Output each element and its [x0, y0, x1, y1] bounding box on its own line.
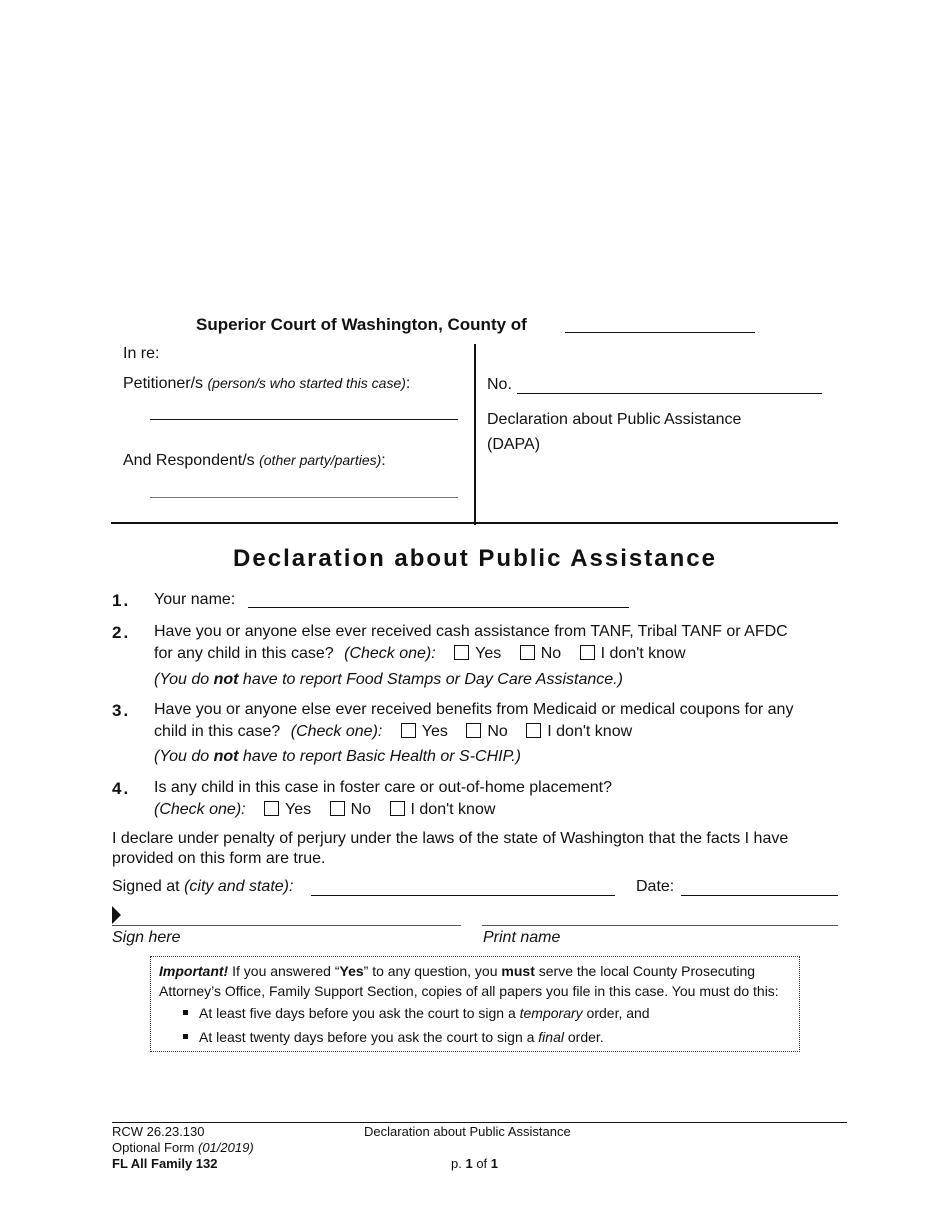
notice-bullet-2 [199, 1027, 791, 1047]
footer-center-title: Declaration about Public Assistance [364, 1124, 571, 1139]
q3-line2: child in this case? [154, 723, 281, 740]
notice-b1-pre: At least five days before you ask the court to sign a [199, 1005, 520, 1021]
q2-yes-checkbox[interactable] [454, 645, 469, 660]
q4-dont-know-checkbox[interactable] [390, 801, 405, 816]
in-re-label: In re: [123, 345, 160, 362]
q2-line2-row [154, 645, 686, 663]
footer-page-number [451, 1156, 498, 1172]
q4-line1: Is any child in this case in foster care or out-of-home placement? [154, 779, 612, 796]
signed-at-row [112, 878, 293, 896]
your-name-line[interactable] [248, 607, 629, 608]
q3-note [154, 748, 521, 766]
declaration-line1: I declare under penalty of perjury under the laws of the state of Washington that the facts I have [112, 830, 789, 847]
city-state-line[interactable] [311, 895, 615, 896]
q3-no-label: No [487, 723, 508, 740]
q2-dont-know-checkbox[interactable] [580, 645, 595, 660]
q1-number: 1. [112, 591, 131, 610]
q4-yes-label: Yes [285, 801, 312, 818]
notice-line1 [159, 961, 791, 981]
q2-line1: Have you or anyone else ever received cash assistance from TANF, Tribal TANF or AFDC [154, 623, 788, 640]
print-name-label: Print name [483, 929, 561, 946]
footer-rule [112, 1122, 847, 1123]
county-line[interactable] [565, 332, 755, 333]
caption-doc-title-1: Declaration about Public Assistance [487, 411, 742, 428]
date-label: Date: [636, 878, 675, 895]
q2-note-pre: (You do [154, 671, 214, 688]
q3-note-bold: not [213, 748, 239, 765]
q4-number: 4. [112, 779, 131, 798]
important-notice-box [150, 956, 800, 1052]
q4-option-dont-know[interactable] [390, 801, 496, 819]
caption-bottom-rule [111, 522, 838, 524]
respondent-colon: : [381, 452, 386, 469]
q4-option-yes[interactable] [264, 801, 311, 819]
footer-form-date: (01/2019) [198, 1140, 254, 1155]
petitioner-colon: : [405, 375, 411, 392]
q4-check-one: (Check one): [154, 801, 246, 818]
notice-list [159, 1003, 791, 1047]
q3-note-post: have to report Basic Health or S-CHIP.) [238, 748, 521, 765]
petitioner-note: (person/s who started this case) [207, 375, 406, 391]
q4-options-row [154, 801, 495, 819]
footer-page-total: 1 [490, 1156, 499, 1171]
notice-b2-pre: At least twenty days before you ask the court to sign a [199, 1029, 539, 1045]
petitioner-line[interactable] [150, 419, 458, 420]
court-title: Superior Court of Washington, County of [196, 315, 527, 334]
q3-option-dont-know[interactable] [526, 723, 632, 741]
notice-must: must [501, 963, 535, 979]
q3-check-one: (Check one): [290, 723, 383, 740]
caption-divider [474, 344, 476, 525]
q4-dont-know-label: I don't know [410, 801, 496, 818]
notice-t3: serve the local County Prosecuting [534, 963, 756, 979]
q3-line1: Have you or anyone else ever received benefits from Medicaid or medical coupons for any [154, 701, 794, 718]
notice-t1: If you answered “ [228, 963, 340, 979]
city-state-label: (city and state): [184, 878, 294, 895]
signature-line[interactable] [112, 925, 461, 926]
q2-note [154, 671, 623, 689]
notice-yes: Yes [339, 963, 364, 979]
q2-number: 2. [112, 623, 131, 642]
q2-check-one: (Check one): [344, 645, 436, 662]
q3-yes-label: Yes [421, 723, 448, 740]
respondent-line[interactable] [150, 497, 458, 498]
q2-line2: for any child in this case? [154, 645, 334, 662]
notice-b1-it: temporary [519, 1005, 583, 1021]
q4-no-label: No [350, 801, 372, 818]
q3-dont-know-checkbox[interactable] [526, 723, 541, 738]
q2-no-label: No [540, 645, 562, 662]
main-title: Declaration about Public Assistance [233, 545, 717, 572]
petitioner-label-row [123, 375, 410, 393]
notice-b2-it: final [538, 1029, 564, 1045]
q3-option-yes[interactable] [401, 723, 448, 741]
q3-line2-row [154, 723, 632, 741]
caption-doc-title-2: (DAPA) [487, 436, 541, 453]
notice-b1-post: order, and [582, 1005, 650, 1021]
print-name-line[interactable] [482, 925, 838, 926]
respondent-note: (other party/parties) [259, 452, 382, 468]
q2-option-dont-know[interactable] [580, 645, 686, 663]
declaration-line2: provided on this form are true. [112, 850, 326, 867]
footer-form-id: FL All Family 132 [112, 1156, 218, 1171]
q2-no-checkbox[interactable] [520, 645, 535, 660]
case-no-label: No. [487, 376, 512, 393]
notice-important: Important! [159, 963, 229, 979]
footer-rcw: RCW 26.23.130 [112, 1124, 205, 1139]
q4-option-no[interactable] [330, 801, 371, 819]
date-line[interactable] [681, 895, 838, 896]
footer-optional-form: Optional Form [112, 1140, 195, 1155]
q4-yes-checkbox[interactable] [264, 801, 279, 816]
q3-note-pre: (You do [154, 748, 214, 765]
q3-option-no[interactable] [466, 723, 507, 741]
q3-dont-know-label: I don't know [547, 723, 633, 740]
case-no-line[interactable] [517, 393, 822, 394]
notice-t2: ” to any question, you [363, 963, 502, 979]
notice-bullet-1 [199, 1003, 791, 1023]
footer-page-of: of [472, 1156, 491, 1171]
q2-option-yes[interactable] [454, 645, 501, 663]
q2-note-bold: not [213, 671, 239, 688]
q3-yes-checkbox[interactable] [401, 723, 416, 738]
q4-no-checkbox[interactable] [330, 801, 345, 816]
q1-label: Your name: [154, 591, 236, 608]
footer-page-num: 1 [465, 1156, 473, 1171]
footer-optional-form-row [112, 1140, 254, 1156]
footer-page-prefix: p. [451, 1156, 466, 1171]
petitioner-label: Petitioner/s [123, 375, 204, 392]
q2-note-post: have to report Food Stamps or Day Care Assistance.) [238, 671, 623, 688]
q3-no-checkbox[interactable] [466, 723, 481, 738]
q2-yes-label: Yes [475, 645, 502, 662]
footer-left [112, 1124, 254, 1172]
sign-here-label: Sign here [112, 929, 181, 946]
respondent-label-row [123, 452, 386, 470]
signed-at-label: Signed at [112, 878, 180, 895]
q3-number: 3. [112, 701, 131, 720]
sign-here-arrow-icon [112, 906, 121, 924]
notice-b2-post: order. [563, 1029, 604, 1045]
q2-dont-know-label: I don't know [600, 645, 686, 662]
q2-option-no[interactable] [520, 645, 561, 663]
respondent-label: And Respondent/s [123, 452, 255, 469]
notice-line2: Attorney’s Office, Family Support Section, copies of all papers you file in this case. You must do this: [159, 983, 779, 999]
